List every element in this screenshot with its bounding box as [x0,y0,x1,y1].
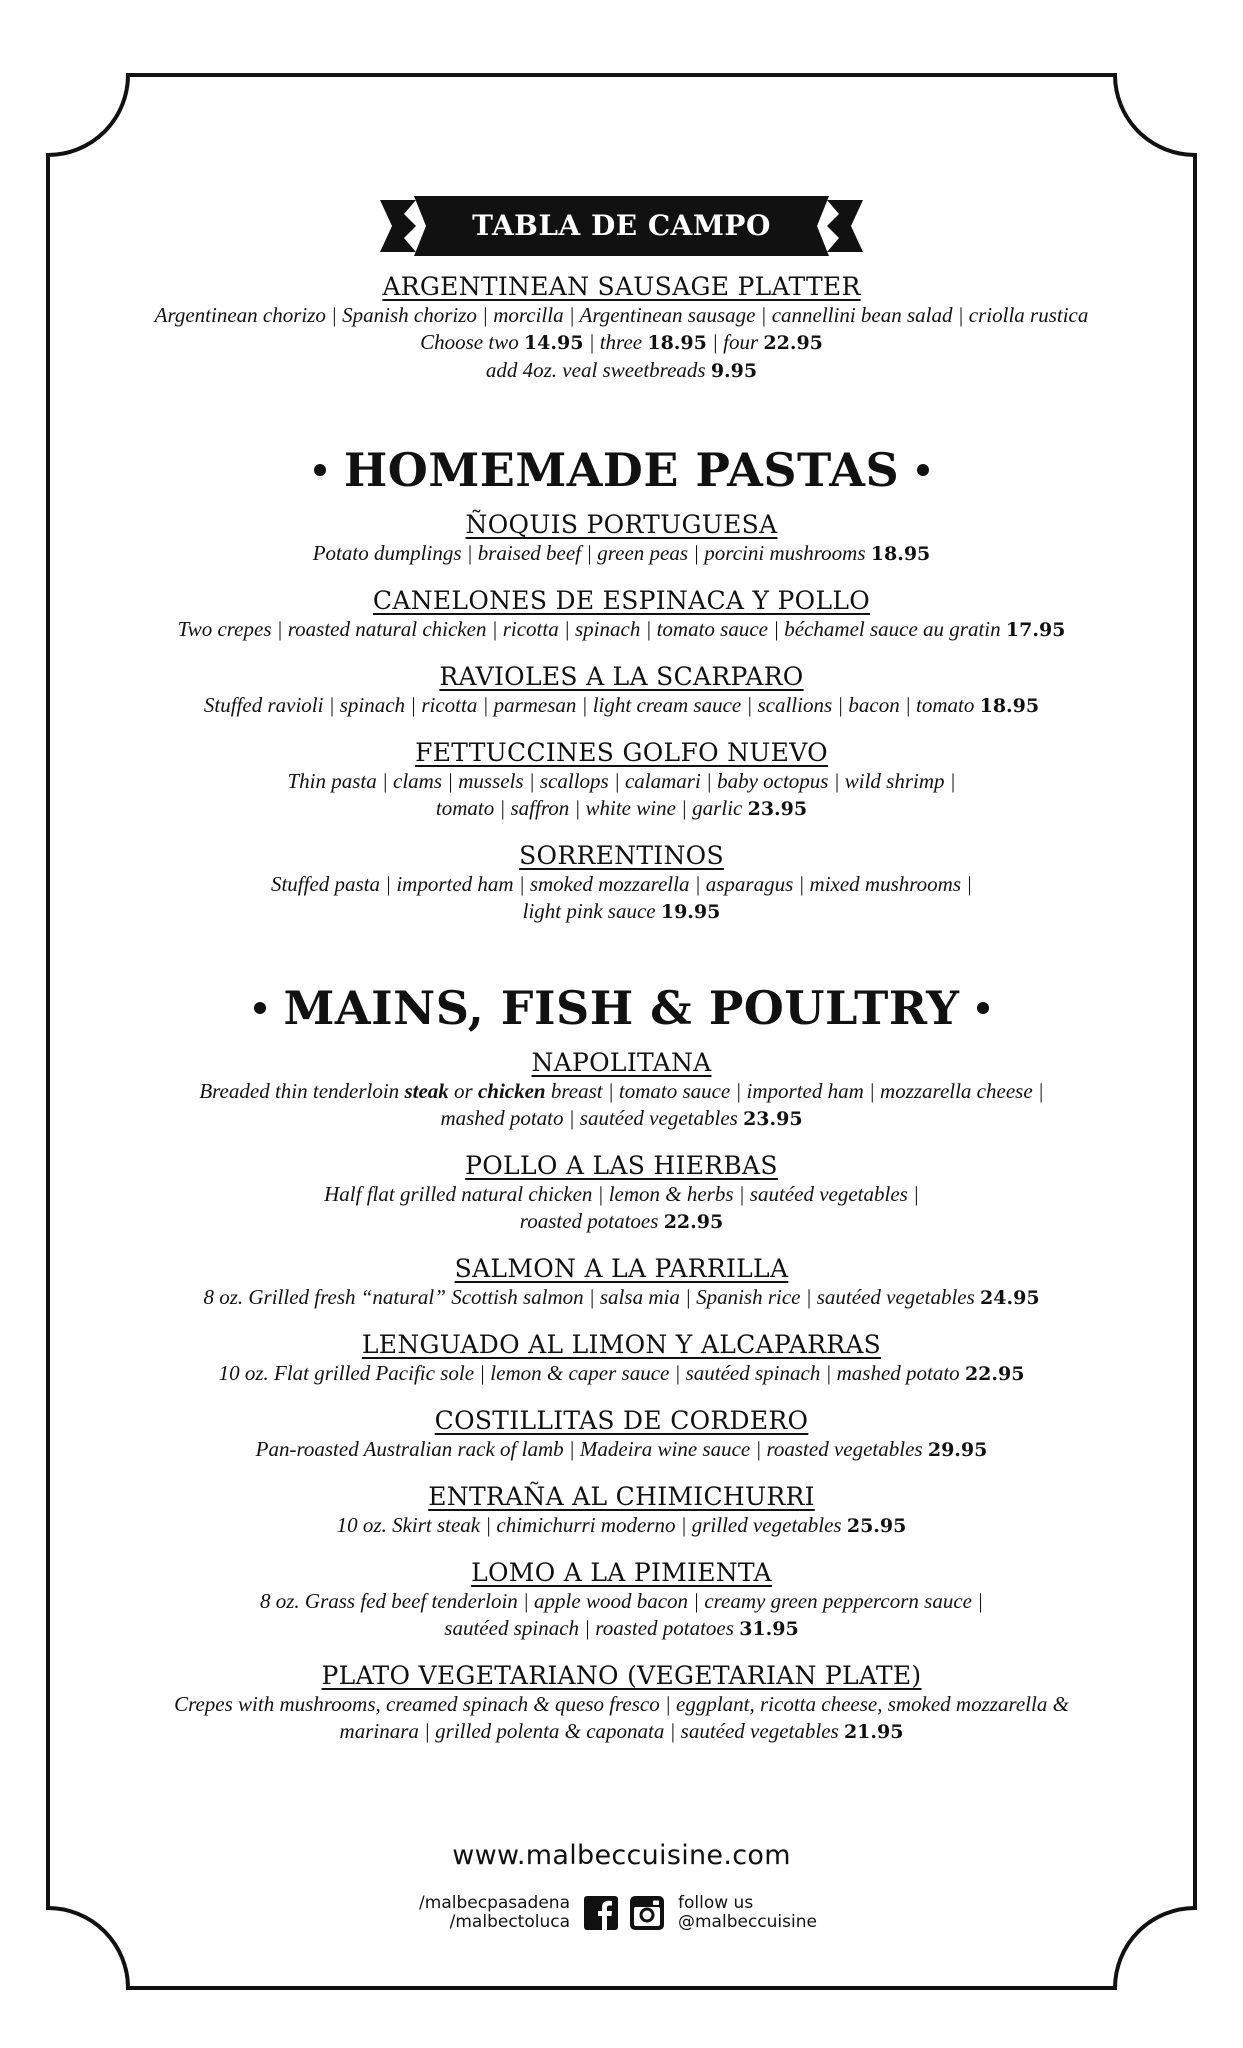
menu-item [60,738,1183,823]
menu-item [60,1558,1183,1643]
menu-item [60,662,1183,720]
handle-toluca[interactable]: /malbectoluca [449,1912,570,1932]
bullet-dot [977,1002,989,1014]
choose-two-label: Choose two [420,330,519,354]
price: 22.95 [663,1211,724,1233]
item-description-cont [60,898,1183,926]
menu-item [60,1661,1183,1746]
desc-text: 8 oz. Grilled fresh “natural” Scottish salmon | salsa mia | Spanish rice | sautéed vegetables [203,1285,975,1309]
item-description [60,1078,1183,1105]
tabla-banner [380,196,863,256]
item-name: NAPOLITANA [531,1048,712,1077]
item-description-cont [60,1105,1183,1133]
menu-item [60,1406,1183,1464]
item-description-cont [60,795,1183,823]
desc-text: sautéed spinach | roasted potatoes [444,1616,734,1640]
desc-text: light pink sauce [522,899,656,923]
pastas-heading-text: HOMEMADE PASTAS [343,443,900,497]
menu-item [60,586,1183,644]
item-name: ENTRAÑA AL CHIMICHURRI [428,1482,815,1511]
desc-text: Potato dumplings | braised beef | green peas | porcini mushrooms [312,541,866,565]
tabla-banner-label: TABLA DE CAMPO [472,209,771,242]
item-description [60,1512,1183,1540]
pastas-section [60,442,1183,944]
desc-text: mashed potato | sautéed vegetables [440,1106,738,1130]
mains-heading-text: MAINS, FISH & POULTRY [283,981,960,1035]
menu-item [60,510,1183,568]
item-name: FETTUCCINES GOLFO NUEVO [415,738,828,767]
item-pricing-options [60,329,1183,357]
desc-text: Breaded thin tenderloin [199,1079,400,1103]
item-name: CANELONES DE ESPINACA Y POLLO [372,586,871,615]
item-name: ARGENTINEAN SAUSAGE PLATTER [382,272,861,301]
item-description: Stuffed pasta | imported ham | smoked mozzarella | asparagus | mixed mushrooms | [270,872,973,896]
item-description-cont [60,1208,1183,1236]
desc-text: Stuffed ravioli | spinach | ricotta | parmesan | light cream sauce | scallions | bacon | tomato [203,693,975,717]
item-addon [60,357,1183,385]
price: 22.95 [763,332,823,354]
item-name: RAVIOLES A LA SCARPARO [439,662,804,691]
follow-label: follow us [678,1893,754,1913]
price: 14.95 [523,332,584,354]
price: 22.95 [964,1363,1025,1385]
desc-text: Pan-roasted Australian rack of lamb | Madeira wine sauce | roasted vegetables [255,1437,923,1461]
item-description [60,1284,1183,1312]
menu-item [60,1482,1183,1540]
item-description: Crepes with mushrooms, creamed spinach & queso fresco | eggplant, ricotta cheese, smoked mozzarella & [174,1692,1069,1716]
website-link[interactable]: www.malbeccuisine.com [452,1840,791,1871]
price: 24.95 [980,1287,1040,1309]
mains-section [60,980,1183,1764]
section-heading [60,442,1183,498]
item-name: COSTILLITAS DE CORDERO [434,1406,809,1435]
price: 23.95 [747,798,808,820]
desc-text: tomato | saffron | white wine | garlic [435,796,743,820]
item-name: PLATO VEGETARIANO (VEGETARIAN PLATE) [321,1661,922,1690]
item-description [60,616,1183,644]
facebook-icon[interactable] [584,1896,618,1930]
handle-pasadena[interactable]: /malbecpasadena [419,1893,570,1913]
desc-text: 10 oz. Skirt steak | chimichurri moderno | grilled vegetables [336,1513,842,1537]
price: 23.95 [743,1108,803,1130]
item-description: Argentinean chorizo | Spanish chorizo | morcilla | Argentinean sausage | cannellini bean salad | criolla rustica [154,303,1089,327]
menu-item [60,1048,1183,1133]
price: 25.95 [846,1515,907,1537]
section-heading [60,980,1183,1036]
four-label: | four [712,330,759,354]
menu-item [60,1254,1183,1312]
item-name: SORRENTINOS [519,841,724,870]
instagram-icon[interactable] [630,1896,664,1930]
price: 19.95 [660,901,721,923]
three-label: | three [588,330,643,354]
item-description-cont [60,1615,1183,1643]
desc-text: roasted potatoes [519,1209,659,1233]
price: 18.95 [979,695,1040,717]
item-description: Thin pasta | clams | mussels | scallops | calamari | baby octopus | wild shrimp | [287,769,956,793]
instagram-handle[interactable]: @malbeccuisine [678,1912,817,1932]
bullet-dot [314,464,326,476]
social-row [0,1894,1243,1938]
item-description: 8 oz. Grass fed beef tenderloin | apple wood bacon | creamy green peppercorn sauce | [259,1589,983,1613]
bullet-dot [917,464,929,476]
item-description [60,1360,1183,1388]
social-handles [419,1894,570,1932]
bullet-dot [254,1002,266,1014]
price: 18.95 [870,543,931,565]
desc-emphasis: steak [404,1079,449,1103]
menu-item [60,1330,1183,1388]
item-name: SALMON A LA PARRILLA [454,1254,789,1283]
tabla-section [60,272,1183,403]
item-name: LOMO A LA PIMIENTA [471,1558,772,1587]
desc-text: 10 oz. Flat grilled Pacific sole | lemon & caper sauce | sautéed spinach | mashed potato [218,1361,960,1385]
price: 18.95 [647,332,707,354]
price: 31.95 [739,1618,799,1640]
item-description-cont [60,1718,1183,1746]
menu-item [60,272,1183,385]
item-name: LENGUADO AL LIMON Y ALCAPARRAS [361,1330,882,1359]
desc-text: or [454,1079,473,1103]
price: 9.95 [710,360,758,382]
item-description [60,692,1183,720]
item-description [60,540,1183,568]
item-description [60,1436,1183,1464]
desc-text: marinara | grilled polenta & caponata | sautéed vegetables [339,1719,839,1743]
price: 21.95 [843,1721,904,1743]
item-name: ÑOQUIS PORTUGUESA [465,510,778,539]
desc-text: Two crepes | roasted natural chicken | ricotta | spinach | tomato sauce | béchamel sauce au gratin [177,617,1001,641]
item-name: POLLO A LAS HIERBAS [465,1151,778,1180]
desc-emphasis: chicken [477,1079,546,1103]
menu-item [60,841,1183,926]
price: 17.95 [1005,619,1066,641]
menu-item [60,1151,1183,1236]
addon-label: add 4oz. veal sweetbreads [485,358,706,382]
follow-us [678,1894,817,1932]
item-description: Half flat grilled natural chicken | lemon & herbs | sautéed vegetables | [324,1182,919,1206]
desc-text: breast | tomato sauce | imported ham | mozzarella cheese | [550,1079,1044,1103]
price: 29.95 [927,1439,988,1461]
